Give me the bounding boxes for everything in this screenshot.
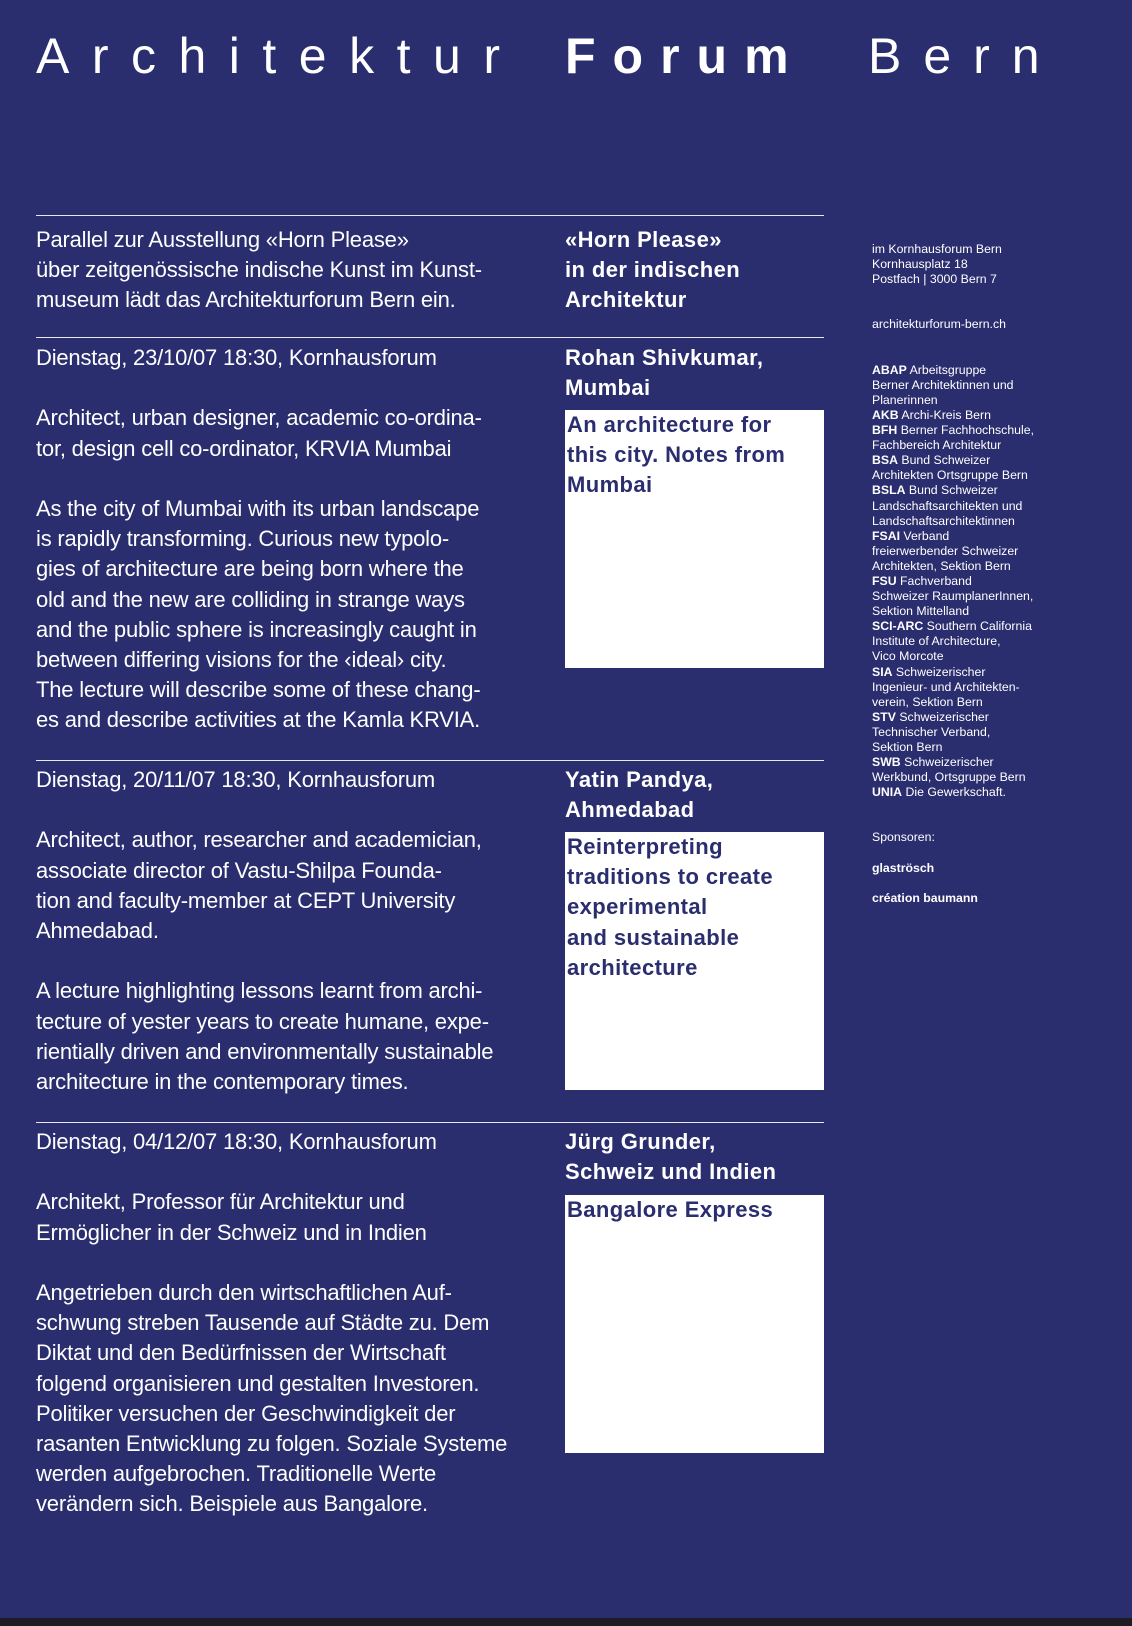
organization-item xyxy=(872,483,1122,528)
sidebar xyxy=(872,227,1122,921)
divider xyxy=(36,760,824,761)
organization-name: Arbeitsgruppe Berner Architektinnen und Planerinnen xyxy=(872,362,1014,407)
organization-item xyxy=(872,619,1122,664)
title-architektur: Architektur xyxy=(36,28,523,84)
organization-abbr: SIA xyxy=(872,664,893,679)
organization-name: Bund Schweizer Architekten Ortsgruppe Bern xyxy=(872,453,1028,483)
organization-abbr: UNIA xyxy=(872,785,903,800)
organization-item xyxy=(872,710,1122,755)
lecture-3-speaker: Jürg Grunder, Schweiz und Indien xyxy=(565,1129,777,1185)
organization-name: Berner Fachhochschule, Fachbereich Architektur xyxy=(872,423,1034,453)
sponsors-label: Sponsoren: xyxy=(872,830,935,845)
organization-name: Archi-Kreis Bern xyxy=(898,407,991,422)
organization-name: Bund Schweizer Landschaftsarchitekten und Landschaftsarchitektinnen xyxy=(872,483,1023,528)
organization-list xyxy=(872,363,1122,801)
organization-item xyxy=(872,408,1122,423)
organization-name: Schweizerischer Werkbund, Ortsgruppe Bern xyxy=(872,755,1026,785)
organization-item xyxy=(872,363,1122,408)
divider xyxy=(36,1122,824,1123)
sponsor: glaströsch xyxy=(872,860,935,875)
sponsor: création baumann xyxy=(872,890,978,905)
intro-heading: «Horn Please» in der indischen Architektur xyxy=(565,227,741,313)
lecture-1-text: Dienstag, 23/10/07 18:30, Kornhausforum Architect, urban designer, academic co-ordina- tor, design cell co-ordinator, KRVIA Mumbai As the city of Mumbai with its urban landscape is rapidly transforming. Curious new typolo- gies of architecture are being born where the old and the new are colliding in strange ways and the public sphere is increasingly caught in between differing visions for the ‹ideal› city. The lecture will describe some of these chang- es and describe activities at the Kamla KRVIA. xyxy=(36,345,482,733)
organization-name: Southern California Institute of Architecture, Vico Morcote xyxy=(872,619,1032,664)
title-forum: Forum xyxy=(565,28,806,84)
bottom-bar xyxy=(0,1618,1132,1626)
organization-name: Fachverband Schweizer RaumplanerInnen, Sektion Mittelland xyxy=(872,573,1034,619)
lecture-1-speaker: Rohan Shivkumar, Mumbai xyxy=(565,345,764,401)
organization-name: Schweizerischer Technischer Verband, Sektion Bern xyxy=(872,709,991,754)
divider xyxy=(36,215,824,216)
organization-item xyxy=(872,665,1122,710)
organization-abbr: STV xyxy=(872,709,896,724)
organization-abbr: AKB xyxy=(872,407,899,422)
lecture-3-topic: Bangalore Express xyxy=(565,1195,824,1453)
organization-abbr: BSA xyxy=(872,453,898,468)
organization-abbr: SCI-ARC xyxy=(872,619,924,634)
organization-name: Die Gewerkschaft. xyxy=(902,785,1006,800)
organization-abbr: SWB xyxy=(872,755,901,770)
address: im Kornhausforum Bern Kornhausplatz 18 Postfach | 3000 Bern 7 xyxy=(872,242,1002,287)
organization-name: Schweizerischer Ingenieur- und Architekten- verein, Sektion Bern xyxy=(872,664,1020,709)
organization-item xyxy=(872,755,1122,785)
organization-abbr: BSLA xyxy=(872,483,906,498)
lecture-2-speaker: Yatin Pandya, Ahmedabad xyxy=(565,767,714,823)
intro-text: Parallel zur Ausstellung «Horn Please» über zeitgenössische indische Kunst im Kunst- museum lädt das Architekturforum Bern ein. xyxy=(36,227,482,313)
organization-abbr: FSAI xyxy=(872,528,901,543)
organization-abbr: ABAP xyxy=(872,362,907,377)
organization-item xyxy=(872,453,1122,483)
divider xyxy=(36,337,824,338)
lecture-3-text: Dienstag, 04/12/07 18:30, Kornhausforum Architekt, Professor für Architektur und Ermöglicher in der Schweiz und in Indien Angetrieben durch den wirtschaftlichen Auf- schwung streben Tausende auf Städte zu. Dem Diktat und den Bedürfnissen der Wirtschaft folgend organisieren und gestalten Investoren. Politiker versuchen der Geschwindigkeit der rasanten Entwicklung zu folgen. Soziale Systeme werden aufgebrochen. Traditionelle Werte verändern sich. Beispiele aus Bangalore. xyxy=(36,1129,508,1517)
organization-item xyxy=(872,529,1122,574)
organization-abbr: FSU xyxy=(872,573,897,588)
title-bern: Bern xyxy=(868,28,1062,84)
organization-item xyxy=(872,785,1122,800)
organization-item xyxy=(872,574,1122,619)
organization-name: Verband freierwerbender Schweizer Architekten, Sektion Bern xyxy=(872,528,1019,573)
website-link[interactable]: architekturforum-bern.ch xyxy=(872,317,1006,332)
organization-abbr: BFH xyxy=(872,423,898,438)
lecture-1-topic: An architecture for this city. Notes from Mumbai xyxy=(565,410,824,668)
organization-item xyxy=(872,423,1122,453)
lecture-2-text: Dienstag, 20/11/07 18:30, Kornhausforum Architect, author, researcher and academician, associate director of Vastu-Shilpa Founda- tion and faculty-member at CEPT University Ahmedabad. A lecture highlighting lessons learnt from archi- tecture of yester years to create humane, expe- rientially driven and environmentally sustainable architecture in the contemporary times. xyxy=(36,767,494,1095)
lecture-2-topic: Reinterpreting traditions to create experimental and sustainable architecture xyxy=(565,832,824,1090)
